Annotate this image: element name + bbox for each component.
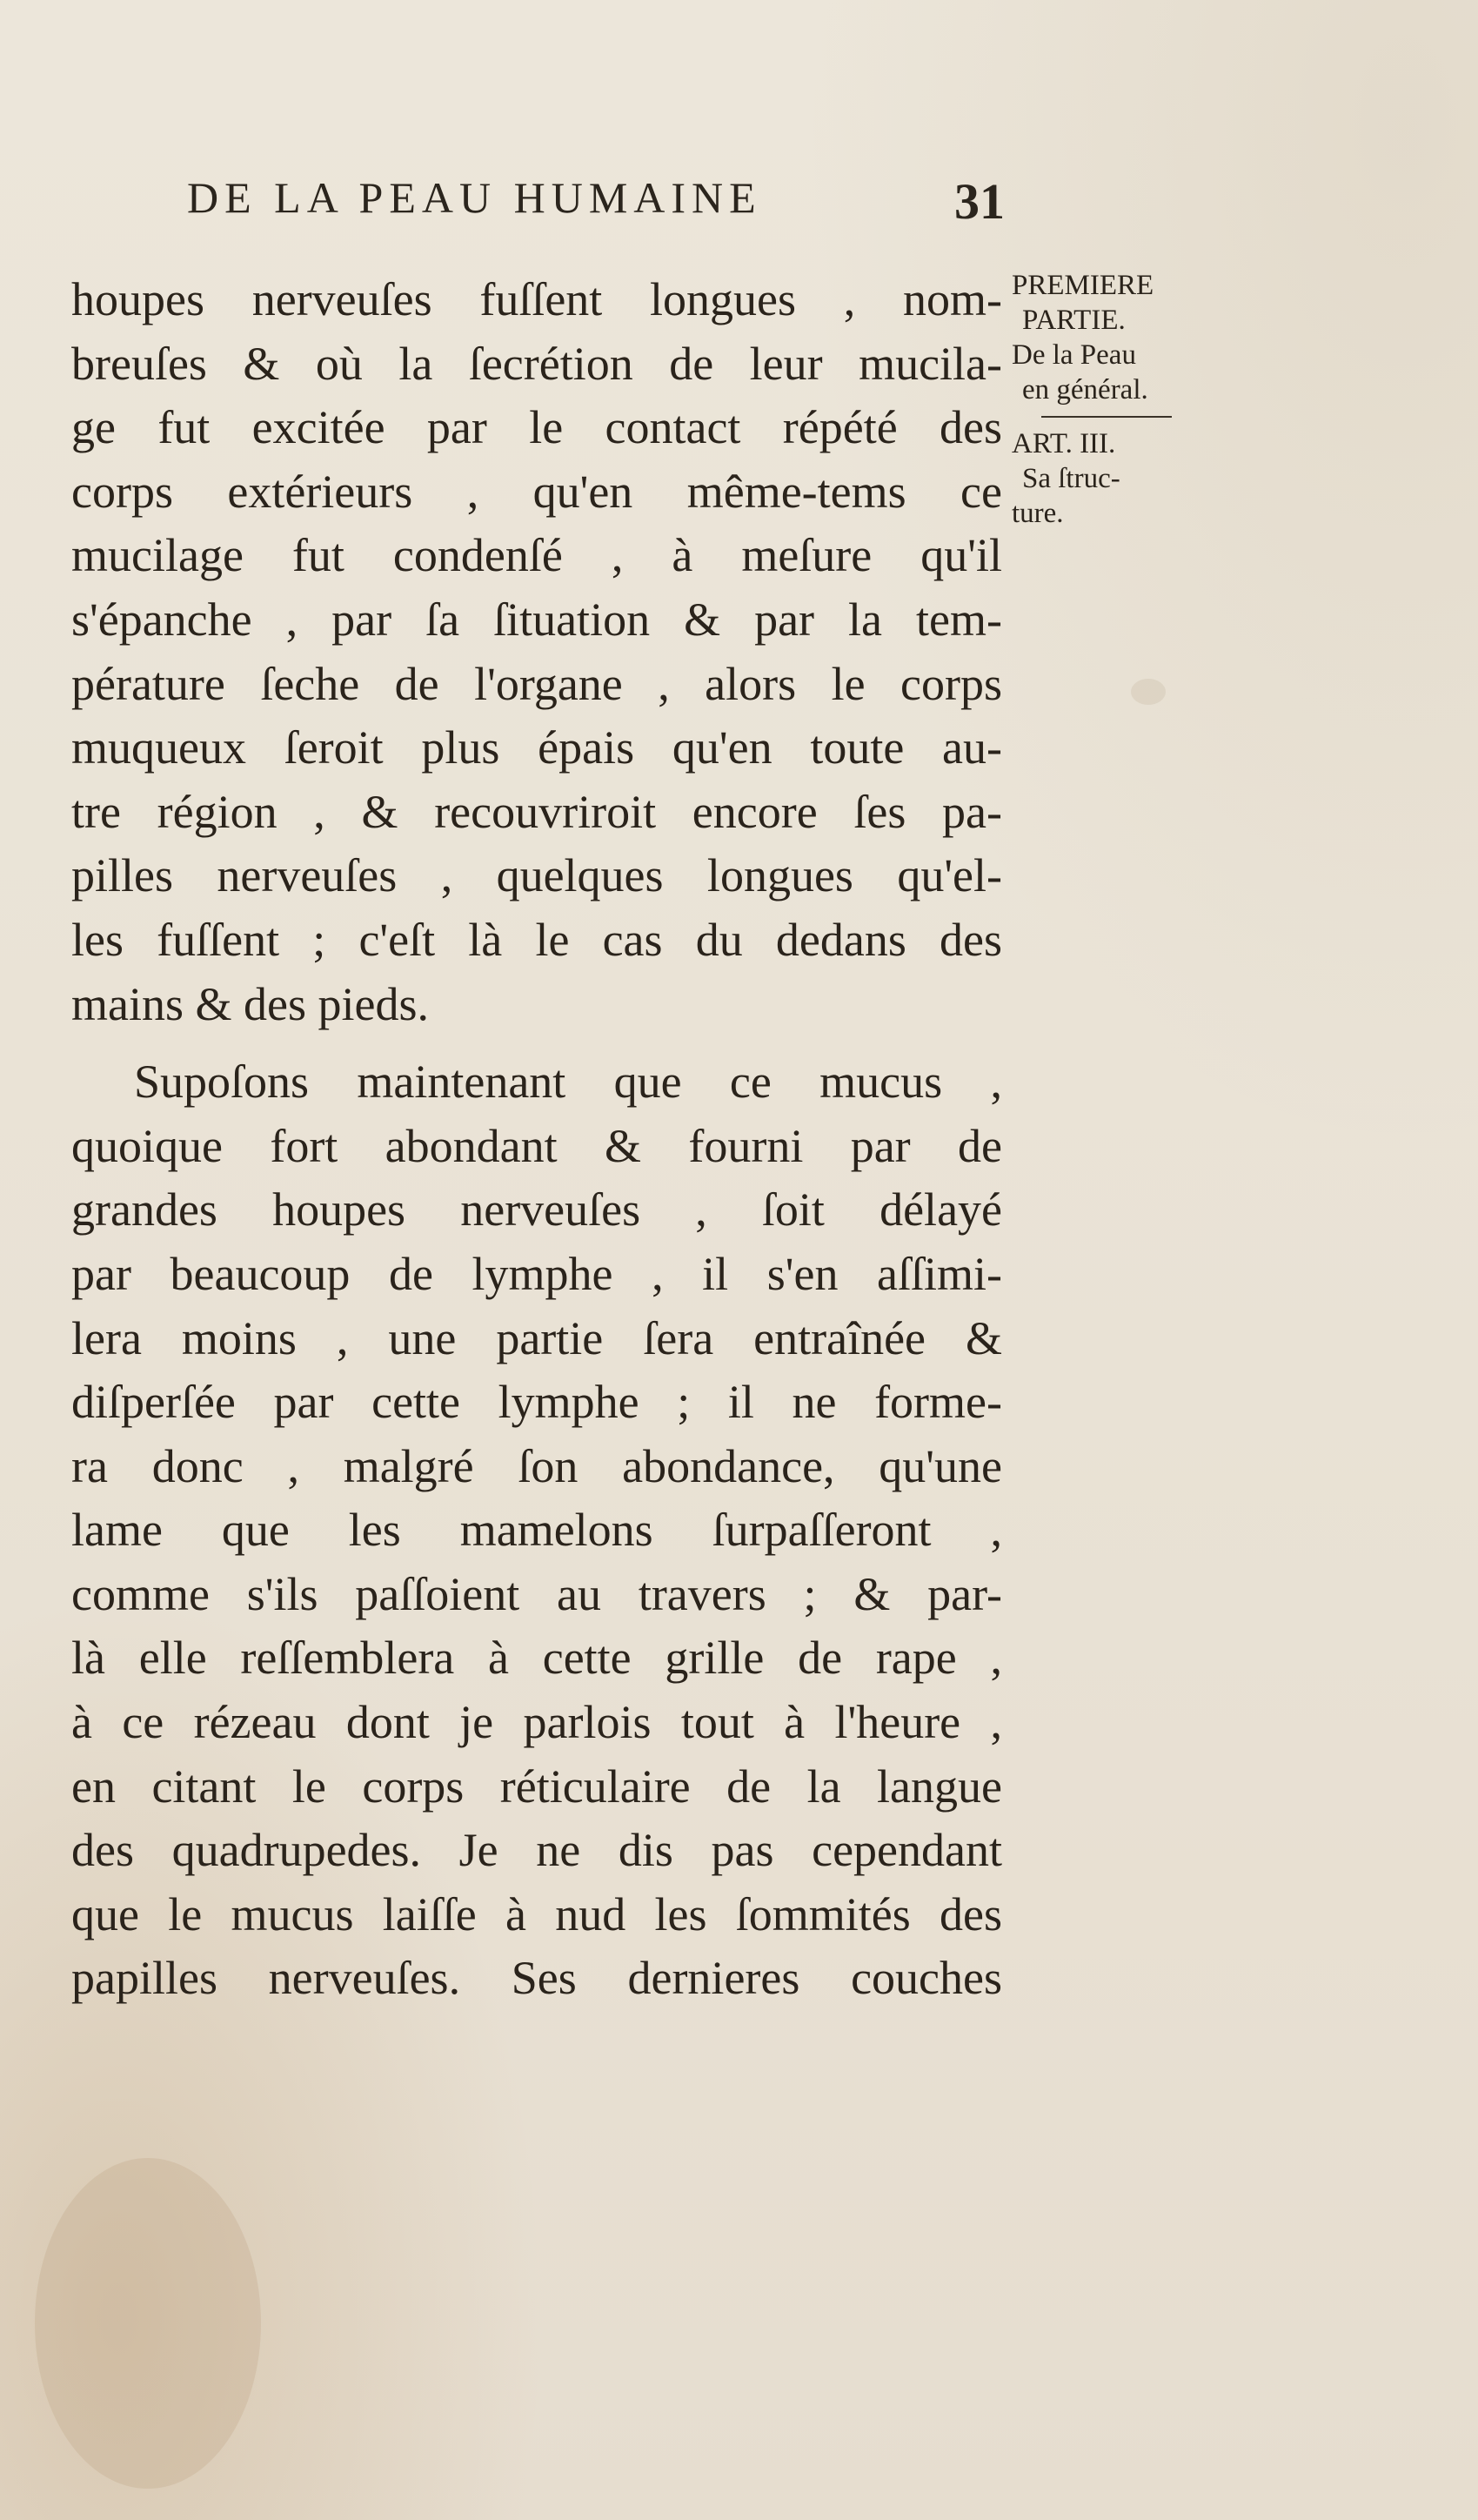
text-line: pilles nerveuſes , quelques longues qu'el- xyxy=(71,849,1002,902)
page-number: 31 xyxy=(954,173,1005,230)
text-line: papilles nerveuſes. Ses dernieres couches xyxy=(71,1952,1002,2005)
text-line: comme s'ils paſſoient au travers ; & par- xyxy=(71,1567,1002,1620)
text-line: en citant le corps réticulaire de la langue xyxy=(71,1759,1002,1813)
text-line: breuſes & où la ſecrétion de leur mucila- xyxy=(71,337,1002,390)
paragraph-gap xyxy=(71,1036,1002,1050)
text-line: lame que les mamelons ſurpaſſeront , xyxy=(71,1504,1002,1557)
margin-section-2: ture. xyxy=(1012,498,1064,529)
text-line: lera moins , une partie ſera entraînée & xyxy=(71,1311,1002,1364)
text-line: ge fut excitée par le contact répété des xyxy=(71,401,1002,454)
margin-subject-2: en général. xyxy=(1022,374,1148,405)
text-line: tre région , & recouvriroit encore ſes pa- xyxy=(71,785,1002,838)
text-line: ra donc , malgré ſon abondance, qu'une xyxy=(71,1439,1002,1492)
body-text xyxy=(71,268,1002,2011)
text-line: corps extérieurs , qu'en même-tems ce xyxy=(71,465,1002,518)
margin-note xyxy=(1012,268,1194,531)
text-line: houpes nerveuſes fuſſent longues , nom- xyxy=(71,273,1002,325)
text-line: là elle reſſemblera à cette grille de rape , xyxy=(71,1632,1002,1685)
margin-part-2: PARTIE. xyxy=(1022,305,1126,336)
text-line: des quadrupedes. Je ne dis pas cependant xyxy=(71,1824,1002,1877)
margin-part: PREMIERE xyxy=(1012,270,1154,301)
margin-section-1: Sa ſtruc- xyxy=(1022,463,1120,494)
text-line: à ce rézeau dont je parlois tout à l'heure , xyxy=(71,1696,1002,1749)
margin-article: ART. III. xyxy=(1012,428,1116,459)
text-line: les fuſſent ; c'eſt là le cas du dedans des xyxy=(71,913,1002,966)
text-line: mains & des pieds. xyxy=(71,977,429,1030)
text-line: que le mucus laiſſe à nud les ſommités des xyxy=(71,1887,1002,1940)
running-head xyxy=(187,172,1005,233)
text-line: par beaucoup de lymphe , il s'en aſſimi- xyxy=(71,1247,1002,1300)
paper-stain xyxy=(1131,679,1166,705)
text-line: muqueux ſeroit plus épais qu'en toute au- xyxy=(71,721,1002,774)
text-line: Supoſons maintenant que ce mucus , xyxy=(134,1056,1002,1109)
text-line: grandes houpes nerveuſes , ſoit délayé xyxy=(71,1183,1002,1237)
text-line: s'épanche , par ſa ſituation & par la tem- xyxy=(71,593,1002,646)
text-line: diſperſée par cette lymphe ; il ne forme- xyxy=(71,1376,1002,1429)
margin-rule xyxy=(1041,416,1172,418)
running-title: DE LA PEAU HUMAINE xyxy=(187,173,762,222)
text-line: quoique fort abondant & fourni par de xyxy=(71,1119,1002,1172)
margin-subject-1: De la Peau xyxy=(1012,339,1136,371)
paper-stain xyxy=(35,2158,261,2489)
text-line: pérature ſeche de l'organe , alors le corps xyxy=(71,657,1002,710)
text-line: mucilage fut condenſé , à meſure qu'il xyxy=(71,529,1002,582)
